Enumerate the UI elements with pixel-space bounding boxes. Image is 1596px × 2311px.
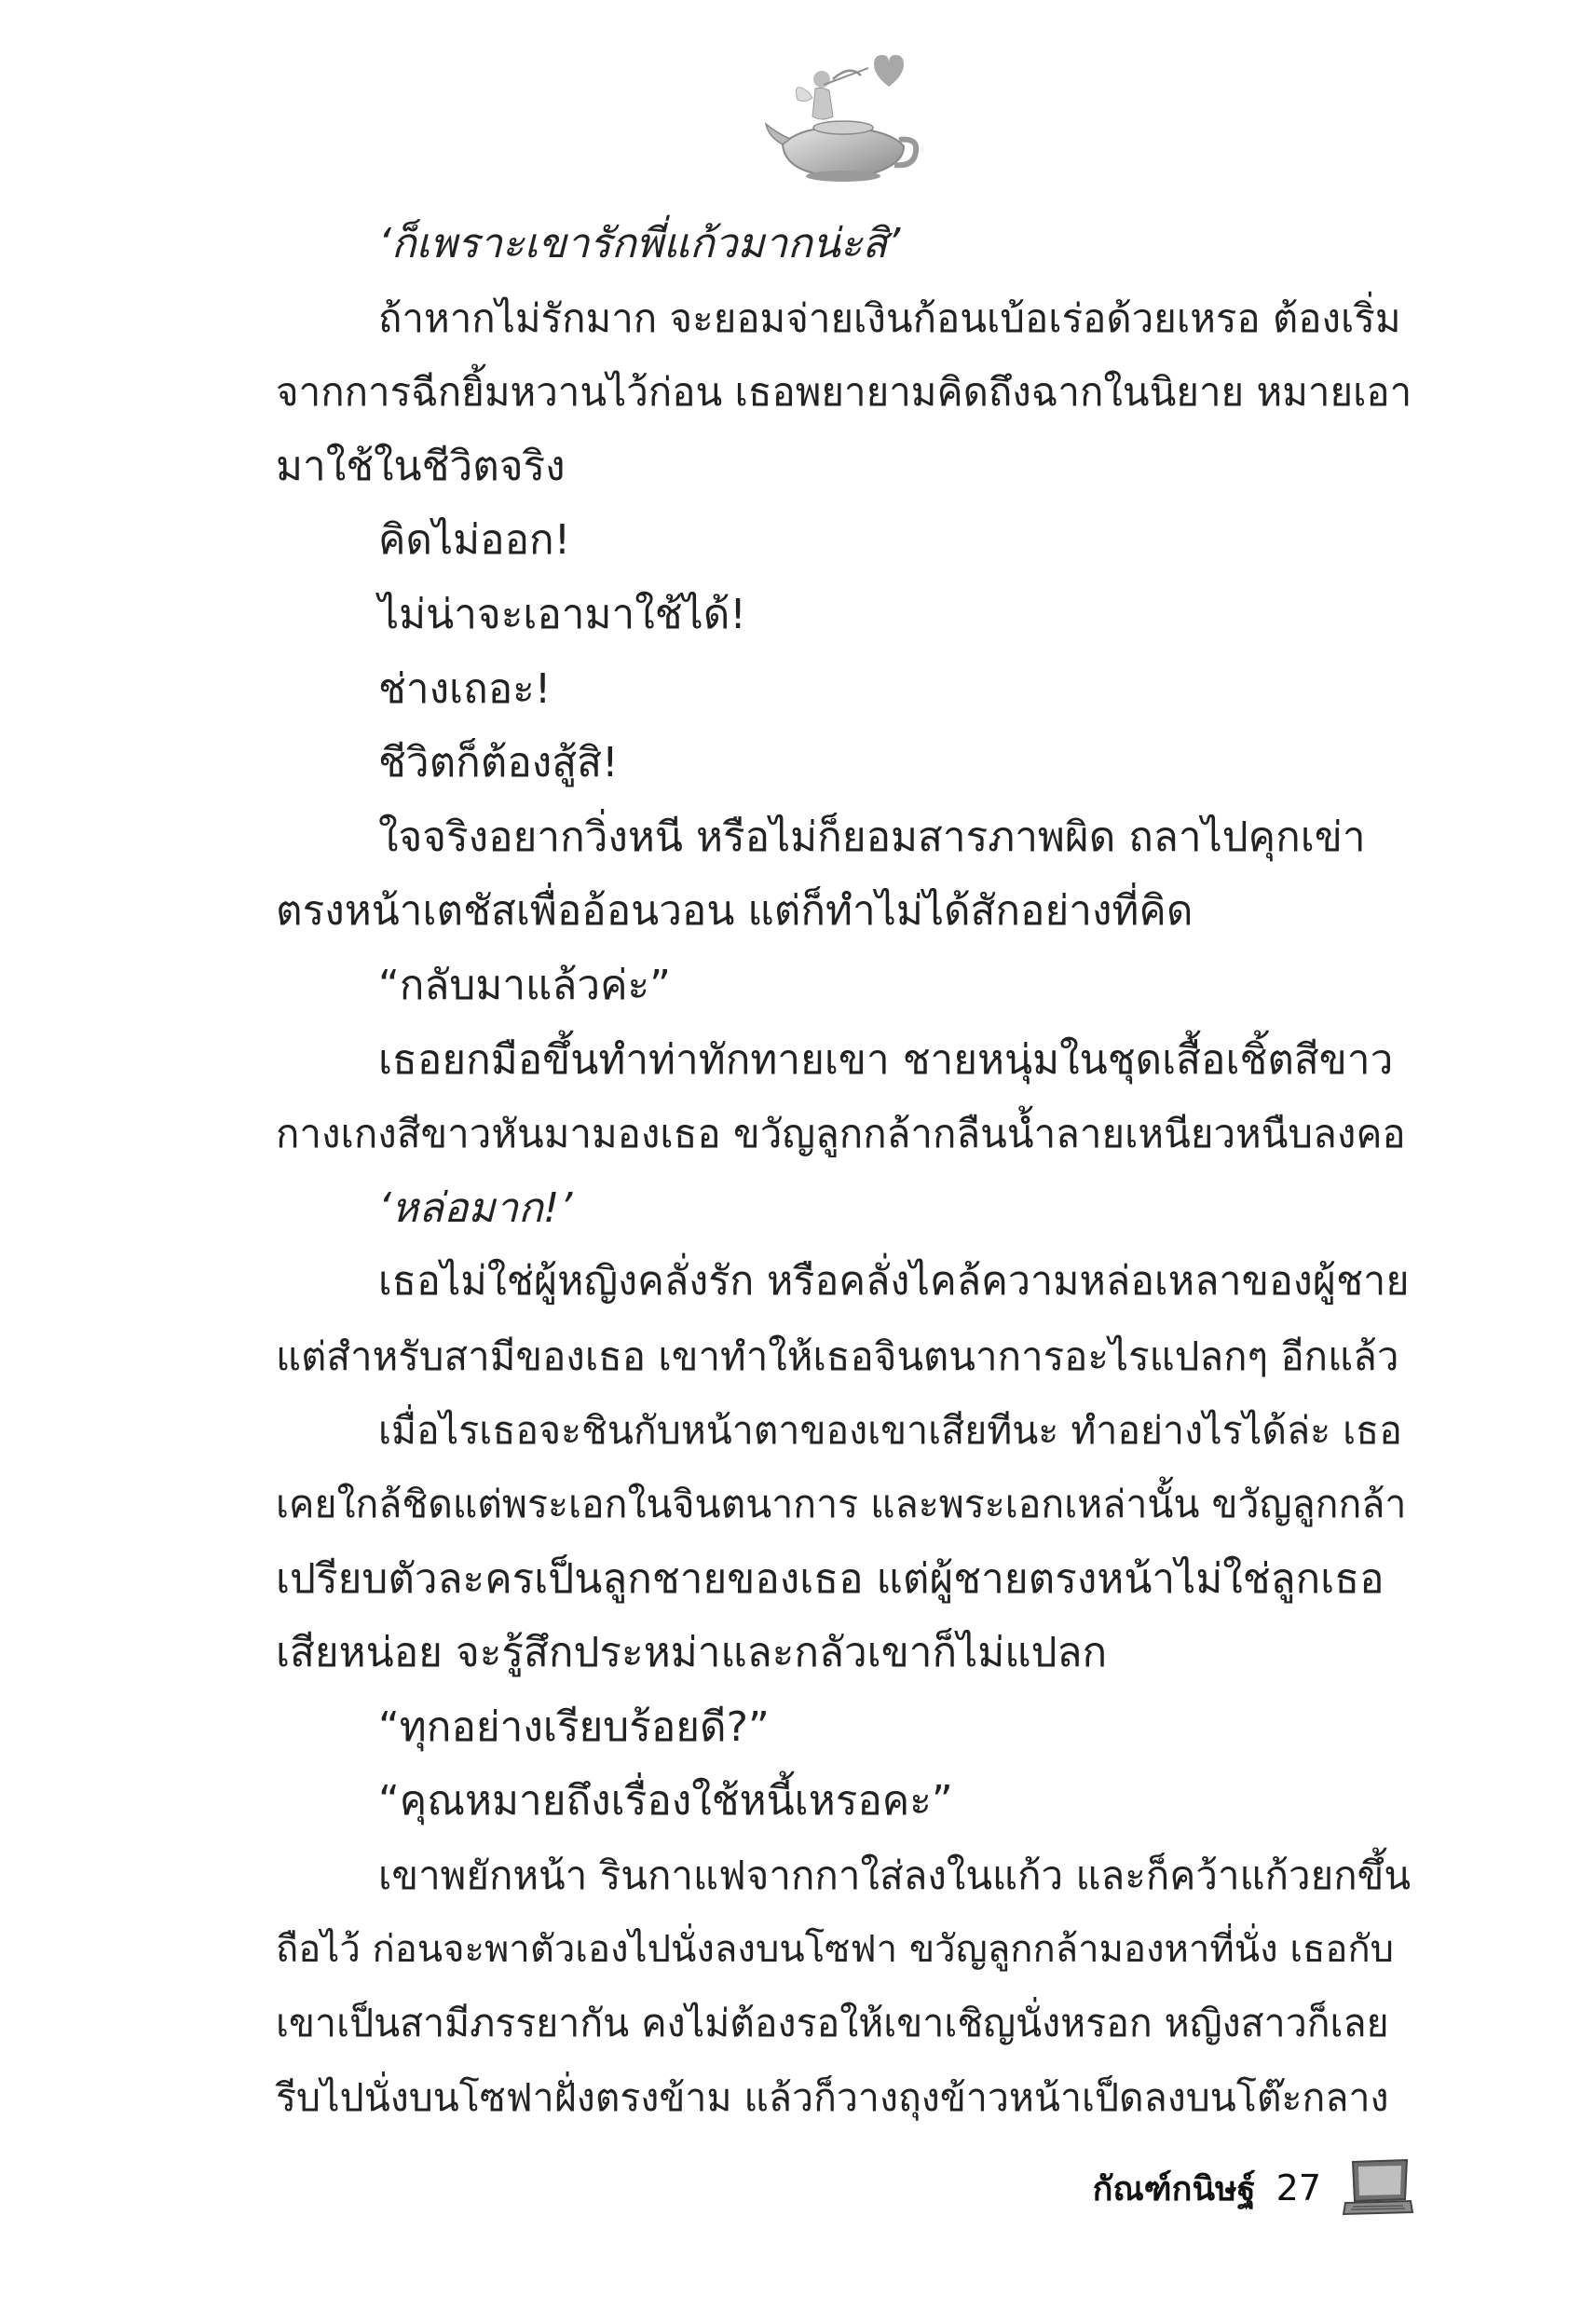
text-line: ชีวิตก็ต้องสู้สิ! — [378, 739, 619, 787]
teapot-cupid-icon — [764, 51, 922, 191]
text-line: เธอยกมือขึ้นทำท่าทักทายเขา ชายหนุ่มในชุดเสื้อเชิ้ตสีขาว — [378, 1035, 1394, 1084]
text-line: มาใช้ในชีวิตจริง — [276, 442, 566, 490]
text-line: ถือไว้ ก่อนจะพาตัวเองไปนั่งลงบนโซฟา ขวัญลูกกล้ามองหาที่นั่ง เธอกับ — [276, 1927, 1395, 1971]
text-line: แต่สำหรับสามีของเธอ เขาทำให้เธอจินตนาการอะไรแปลกๆ อีกแล้ว — [276, 1333, 1399, 1379]
text-line: ช่างเถอะ! — [378, 664, 552, 713]
page-footer — [1093, 2151, 1414, 2225]
text-line: ‘ก็เพราะเขารักพี่แก้วมากน่ะสิ’ — [378, 220, 901, 267]
text-line: “คุณหมายถึงเรื่องใช้หนี้เหรอคะ” — [378, 1777, 953, 1826]
text-line: เขาพยักหน้า รินกาแฟจากกาใส่ลงในแก้ว และก็คว้าแก้วยกขึ้น — [378, 1853, 1412, 1899]
text-line: “ทุกอย่างเรียบร้อยดี?” — [378, 1702, 770, 1751]
text-line: เธอไม่ใช่ผู้หญิงคลั่งรัก หรือคลั่งไคล้ความหล่อเหลาของผู้ชาย — [378, 1258, 1410, 1306]
text-line: เคยใกล้ชิดแต่พระเอกในจินตนาการ และพระเอกเหล่านั้น ขวัญลูกกล้า — [276, 1482, 1407, 1527]
text-line: “กลับมาแล้วค่ะ” — [378, 961, 671, 1009]
text-line: เขาเป็นสามีภรรยากัน คงไม่ต้องรอให้เขาเชิญนั่งหรอก หญิงสาวก็เลย — [276, 2001, 1389, 2046]
body-text — [276, 207, 1414, 2135]
page-number: 27 — [1275, 2167, 1321, 2208]
text-line: รีบไปนั่งบนโซฟาฝั่งตรงข้าม แล้วก็วางถุงข้าวหน้าเป็ดลงบนโต๊ะกลาง — [276, 2074, 1389, 2120]
text-line: ไม่น่าจะเอามาใช้ได้! — [378, 590, 746, 638]
text-line: กางเกงสีขาวหันมามองเธอ ขวัญลูกกล้ากลืนน้ำลายเหนียวหนืบลงคอ — [276, 1111, 1406, 1157]
text-line: เปรียบตัวละครเป็นลูกชายของเธอ แต่ผู้ชายตรงหน้าไม่ใช่ลูกเธอ — [276, 1554, 1385, 1603]
text-line: ‘หล่อมาก!’ — [378, 1183, 573, 1232]
text-line: คิดไม่ออก! — [378, 516, 571, 565]
text-line: ถ้าหากไม่รักมาก จะยอมจ่ายเงินก้อนเบ้อเร่อด้วยเหรอ ต้องเริ่ม — [378, 294, 1401, 341]
text-line: ตรงหน้าเตชัสเพื่ออ้อนวอน แต่ก็ทำไม่ได้สักอย่างที่คิด — [276, 887, 1194, 936]
book-title: กัณฑ์กนิษฐ์ — [1092, 2169, 1256, 2208]
text-line: จากการฉีกยิ้มหวานไว้ก่อน เธอพยายามคิดถึงฉากในนิยาย หมายเอา — [276, 369, 1412, 416]
text-line: เมื่อไรเธอจะชินกับหน้าตาของเขาเสียทีนะ ทำอย่างไรได้ล่ะ เธอ — [378, 1407, 1402, 1453]
text-line: เสียหน่อย จะรู้สึกประหม่าและกลัวเขาก็ไม่แปลก — [276, 1629, 1108, 1677]
text-line: ใจจริงอยากวิ่งหนี หรือไม่ก็ยอมสารภาพผิด ถลาไปคุกเข่า — [378, 813, 1366, 861]
laptop-icon — [1342, 2158, 1414, 2218]
